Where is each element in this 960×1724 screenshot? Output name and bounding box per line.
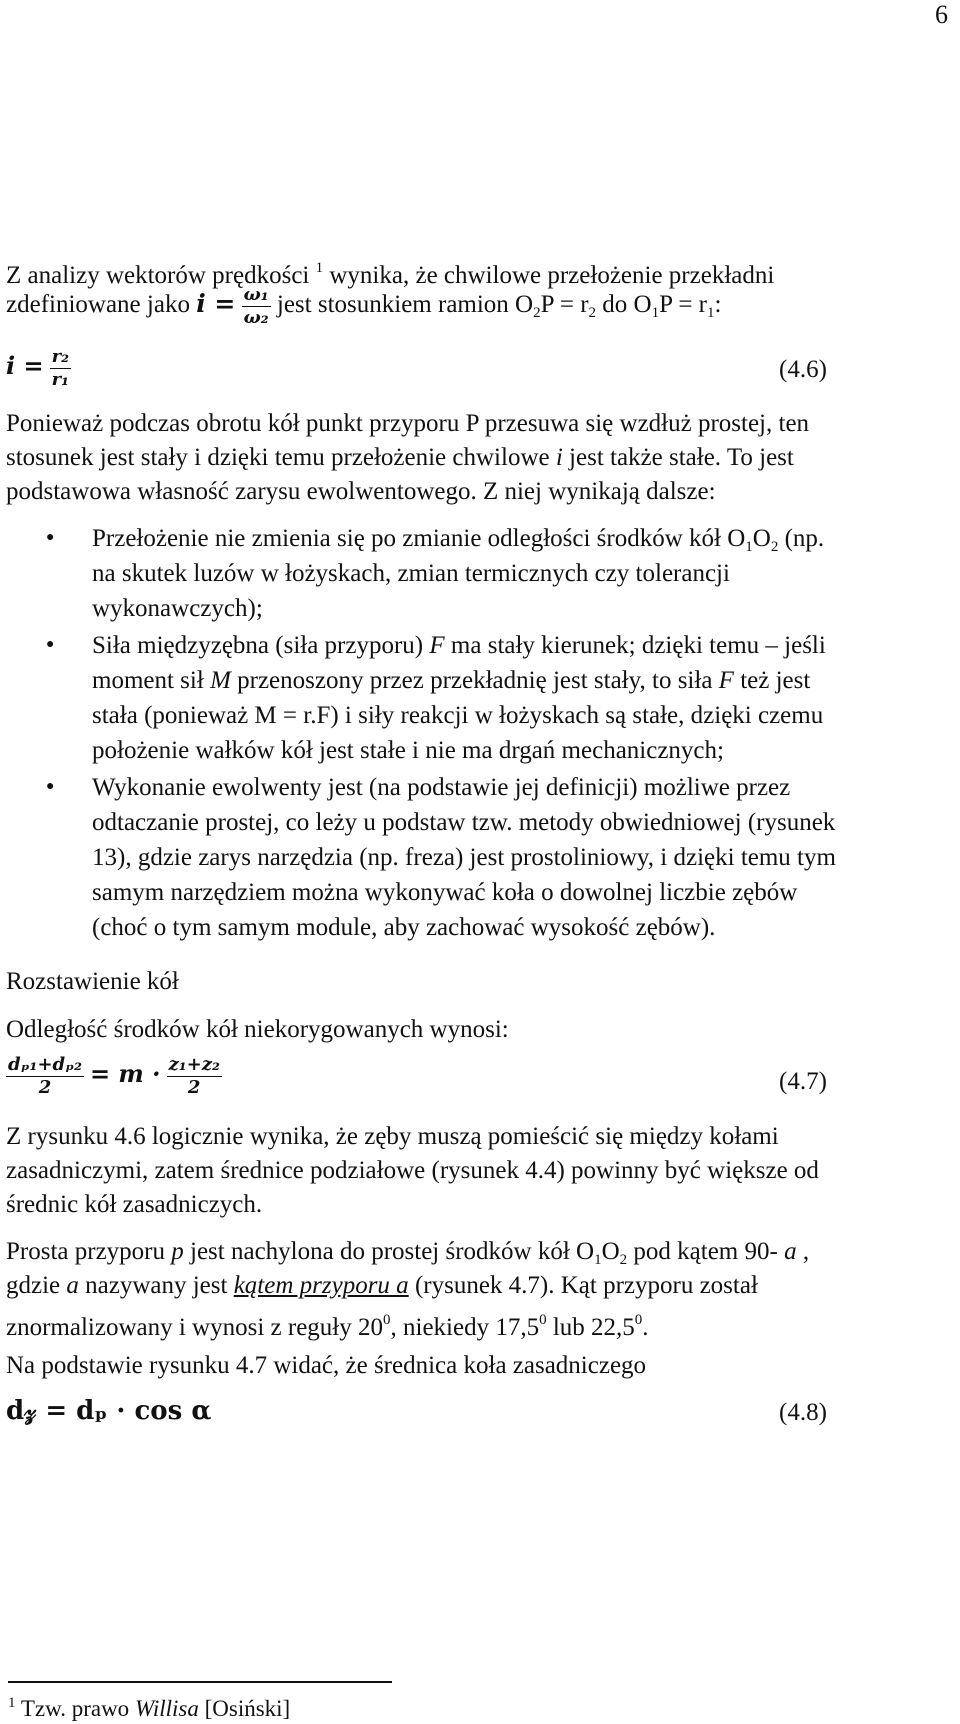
text: jest nachylona do prostej środków kół O: [183, 1238, 595, 1265]
text: Z analizy wektorów prędkości: [6, 262, 316, 289]
equation-number: (4.7): [779, 1068, 827, 1095]
fraction-numerator: dₚ₁+dₚ₂: [8, 1054, 82, 1075]
text: moment sił: [92, 667, 211, 694]
footnote-ref: 1: [315, 260, 324, 276]
math-symbol: p: [171, 1238, 184, 1265]
paragraph-line: Z rysunku 4.6 logicznie wynika, że zęby muszą pomieścić się między kołami: [6, 1123, 779, 1150]
text: O: [752, 525, 771, 552]
subscript: 1: [745, 539, 753, 555]
text: Willisa: [134, 1696, 199, 1721]
text: do O: [596, 291, 652, 319]
term-definition: kątem przyporu a: [233, 1272, 409, 1299]
list-item-line: Wykonanie ewolwenty jest (na podstawie jej definicji) możliwe przez: [92, 774, 791, 801]
fraction: [6, 1054, 84, 1099]
text: (np.: [778, 525, 825, 552]
text: P = r: [540, 291, 589, 319]
subscript: 2: [588, 305, 597, 322]
subscript: 1: [707, 305, 715, 322]
equation-4-8: d𝓏 = dₚ · cos α: [6, 1396, 212, 1426]
math-symbol: a: [66, 1272, 79, 1299]
fraction-numerator: ω₁: [243, 284, 269, 305]
paragraph-line: [6, 1268, 758, 1304]
list-item-line: wykonawczych);: [92, 595, 263, 622]
paragraph-line: Odległość środków kół niekorygowanych wynosi:: [6, 1016, 509, 1043]
list-item-line: na skutek luzów w łożyskach, zmian termicznych czy tolerancji: [92, 560, 730, 587]
text: Tzw. prawo: [15, 1696, 135, 1721]
paragraph-line: [6, 1302, 649, 1346]
fraction-denominator: 2: [38, 1077, 52, 1098]
equation-number: (4.6): [779, 356, 827, 383]
text: zdefiniowane jako: [6, 291, 197, 319]
fraction: [50, 346, 71, 391]
footnote-separator: [8, 1681, 392, 1683]
bullet-icon: ●: [46, 637, 55, 652]
subscript: 2: [619, 1252, 628, 1268]
text: ma stały kierunek; dzięki temu – jeśli: [444, 632, 826, 659]
text: jest także stałe. To jest: [562, 444, 794, 471]
text: Prosta przyporu: [6, 1238, 172, 1265]
text: [Osiński]: [198, 1696, 291, 1721]
fraction-numerator: z₁+z₂: [168, 1054, 220, 1075]
text: O: [601, 1238, 620, 1265]
text: wynika, że chwilowe przełożenie przekładni: [323, 262, 775, 289]
footnote-number: 1: [8, 1695, 16, 1711]
math-symbol: i =: [6, 351, 44, 381]
paragraph-line: Ponieważ podczas obrotu kół punkt przyporu P przesuwa się wzdłuż prostej, ten: [6, 410, 810, 437]
text: gdzie: [6, 1272, 67, 1299]
bullet-icon: ●: [46, 779, 55, 794]
text: znormalizowany i wynosi z reguły 20: [6, 1314, 383, 1341]
superscript: 0: [539, 1312, 547, 1328]
list-item-line: odtaczanie prostej, co leży u podstaw tzw. metody obwiedniowej (rysunek: [92, 809, 836, 836]
paragraph-line: Na podstawie rysunku 4.7 widać, że średnica koła zasadniczego: [6, 1352, 647, 1379]
fraction: [167, 1054, 222, 1099]
page-number: 6: [935, 0, 948, 29]
fraction-numerator: r₂: [51, 346, 69, 367]
fraction-denominator: r₁: [51, 369, 69, 390]
text: P = r: [659, 291, 707, 319]
superscript: 0: [383, 1312, 391, 1328]
paragraph-line: zasadniczymi, zatem średnice podziałowe (rysunek 4.4) powinny być większe od: [6, 1157, 819, 1184]
text: lub 22,5: [546, 1314, 635, 1341]
math-symbol: M: [210, 667, 231, 694]
superscript: 0: [634, 1312, 643, 1328]
text: jest stosunkiem ramion O: [270, 291, 534, 319]
math-symbol: i: [555, 444, 563, 471]
paragraph-line: średnic kół zasadniczych.: [6, 1191, 263, 1218]
subscript: 1: [651, 305, 660, 322]
text: ,: [796, 1238, 810, 1265]
math-symbol: i =: [196, 289, 236, 319]
list-item-line: samym narzędziem można wykonywać koła o dowolnej liczbie zębów: [92, 879, 798, 906]
text: nazywany jest: [78, 1272, 234, 1299]
text: Przełożenie nie zmienia się po zmianie odległości środków kół O: [92, 525, 746, 552]
text: przenoszony przez przekładnię jest stały, to siła: [230, 667, 719, 694]
list-item-line: położenie wałków kół jest stałe i nie ma drgań mechanicznych;: [92, 737, 724, 764]
list-item-line: [92, 663, 810, 699]
math-symbol: = m ·: [89, 1059, 161, 1089]
list-item-line: 13), gdzie zarys narzędzia (np. freza) jest prostoliniowy, i dzięki temu tym: [92, 844, 836, 871]
math-symbol: a: [784, 1238, 797, 1265]
paragraph-line: [6, 284, 721, 331]
subscript: 2: [533, 305, 541, 322]
text: stosunek jest stały i dzięki temu przełożenie chwilowe: [6, 444, 556, 471]
equation-number: (4.8): [779, 1399, 827, 1426]
text: , niekiedy 17,5: [390, 1314, 540, 1341]
text: .: [642, 1314, 649, 1341]
text: pod kątem 90-: [627, 1238, 785, 1265]
fraction: [242, 284, 271, 329]
text: też jest: [733, 667, 811, 694]
equation-4-6: [6, 346, 71, 391]
list-item-line: (choć o tym samym module, aby zachować wysokość zębów).: [92, 914, 716, 941]
list-item-line: stała (ponieważ M = r.F) i siły reakcji w łożyskach są stałe, dzięki czemu: [92, 702, 824, 729]
subscript: 2: [770, 539, 779, 555]
equation-4-7: [6, 1054, 222, 1099]
paragraph-line: [6, 440, 794, 476]
text: :: [714, 291, 722, 319]
paragraph-line: podstawowa własność zarysu ewolwentowego. Z niej wynikają dalsze:: [6, 478, 716, 505]
fraction-denominator: ω₂: [243, 307, 269, 328]
section-heading: Rozstawienie kół: [6, 968, 179, 995]
list-item-line: [92, 628, 826, 664]
text: Siła międzyzębna (siła przyporu): [92, 632, 430, 659]
text: (rysunek 4.7). Kąt przyporu został: [408, 1272, 758, 1299]
bullet-icon: ●: [46, 530, 55, 545]
math-symbol: F: [429, 632, 445, 659]
subscript: 1: [594, 1252, 602, 1268]
math-symbol: F: [718, 667, 734, 694]
fraction-denominator: 2: [187, 1077, 201, 1098]
